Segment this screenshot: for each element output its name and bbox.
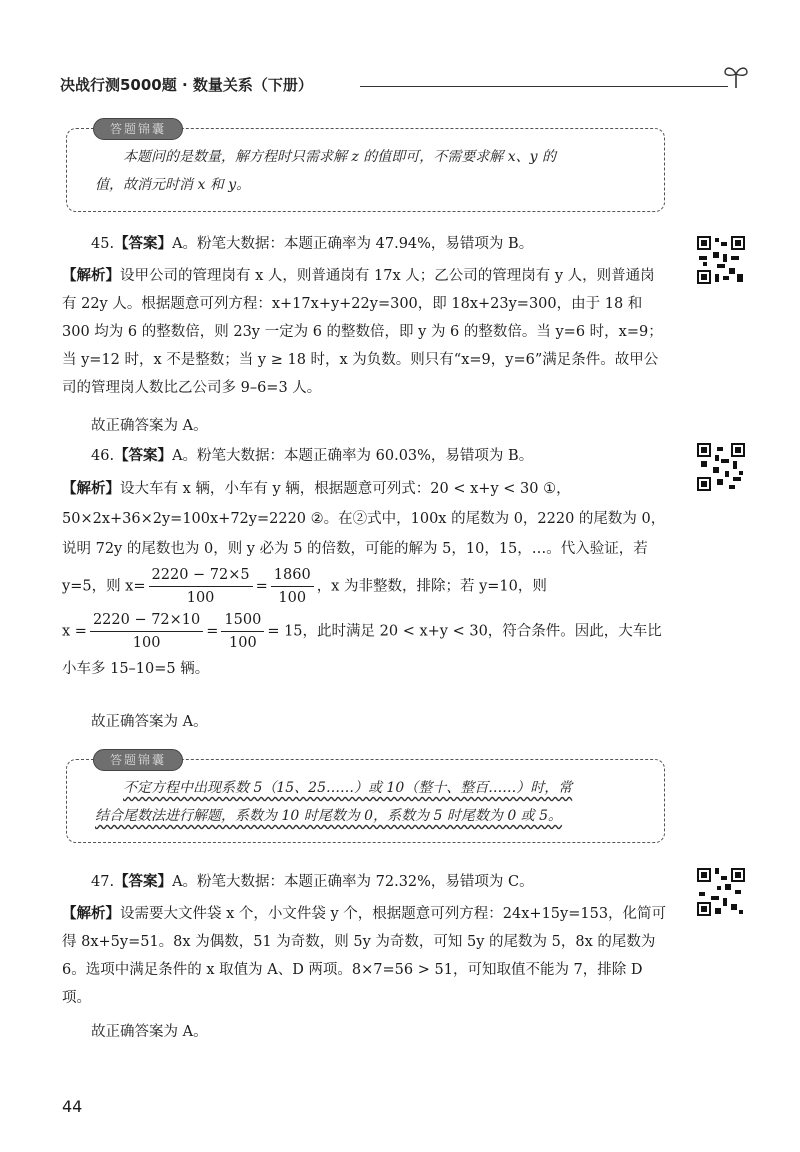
- tip-line: 值，故消元时消 x 和 y。: [95, 177, 251, 193]
- answer-text: A。粉笔大数据：本题正确率为 47.94%，易错项为 B。: [172, 236, 534, 252]
- q46-analysis: [62, 474, 668, 684]
- tip-box: [66, 122, 665, 212]
- tip-line: 本题问的是数量，解方程时只需求解 z 的值即可，不需要求解 x、y 的: [123, 149, 556, 165]
- sprout-icon: [722, 62, 750, 90]
- analysis-text: 设大车有 x 辆，小车有 y 辆，根据题意可列式：20 < x+y < 30 ①，50×2x+36×2y=100x+72y=2220 ②。在②式中，100x 的尾数为 0，2220 的尾数为 0，说明 72y 的尾数也为 0，则 y 必为 5 的倍数，可能的解为 5，10，15，…。代入验证，若 y=5，则 x=: [62, 481, 666, 595]
- qr-code-icon: [697, 236, 745, 284]
- qr-code-icon: [697, 868, 745, 916]
- equals-sign: =: [255, 578, 268, 595]
- q46-conclusion: 故正确答案为 A。: [91, 714, 208, 730]
- fraction-numerator: 1860: [271, 564, 314, 587]
- answer-tag: 【答案】: [114, 236, 173, 252]
- page-header: [60, 62, 750, 98]
- fraction: [90, 609, 203, 654]
- fraction: [271, 564, 314, 609]
- q47-conclusion: 故正确答案为 A。: [91, 1024, 208, 1040]
- fraction-numerator: 2220 − 72×10: [90, 609, 203, 632]
- q45-conclusion: 故正确答案为 A。: [91, 418, 208, 434]
- tip-text: [95, 143, 644, 199]
- fraction-denominator: 100: [132, 635, 161, 651]
- answer-tag: 【答案】: [114, 448, 173, 464]
- book-title: 决战行测5000题 · 数量关系（下册）: [60, 76, 313, 94]
- question-number: 45.: [91, 236, 115, 252]
- fraction: [221, 609, 264, 654]
- analysis-text: 设需要大文件袋 x 个，小文件袋 y 个，根据题意可列方程：24x+15y=153，化简可得 8x+5y=51。8x 为偶数，51 为奇数，则 5y 为奇数，可知 5y 的尾数为 5，8x 的尾数为 6。选项中满足条件的 x 取值为 A、D 两项。8×7=56 > 51，可知取值不能为 7，排除 D 项。: [62, 906, 667, 1006]
- q46-answer: [62, 442, 668, 470]
- answer-text: A。粉笔大数据：本题正确率为 72.32%，易错项为 C。: [172, 874, 534, 890]
- answer-text: A。粉笔大数据：本题正确率为 60.03%，易错项为 B。: [172, 448, 534, 464]
- analysis-tag: 【解析】: [62, 268, 120, 284]
- analysis-tag: 【解析】: [62, 906, 120, 922]
- tip-text: [95, 774, 644, 830]
- question-number: 47.: [91, 874, 115, 890]
- analysis-text: = 15，此时满足 20 < x+y < 30，符合条件。因此，大车比小车多 15–10=5 辆。: [62, 623, 662, 677]
- q47-analysis: [62, 900, 668, 1012]
- page-number: 44: [62, 1097, 83, 1116]
- q45-analysis: [62, 262, 668, 402]
- equals-sign: =: [206, 623, 219, 640]
- tip-box: [66, 753, 665, 843]
- tip-label: 答题锦囊: [93, 118, 183, 140]
- analysis-text: 设甲公司的管理岗有 x 人，则普通岗有 17x 人；乙公司的管理岗有 y 人，则普通岗有 22y 人。根据题意可列方程：x+17x+y+22y=300，即 18x+23y=300，由于 18 和 300 均为 6 的整数倍，则 23y 一定为 6 的整数倍，即 y 为 6 的整数倍。当 y=6 时，x=9；当 y=12 时，x 不是整数；当 y ≥ 18 时，x 为负数。则只有“x=9，y=6”满足条件。故甲公司的管理岗人数比乙公司多 9–6=3 人。: [62, 268, 663, 396]
- analysis-text: ，x 为非整数，排除；若 y=10，则: [316, 578, 547, 595]
- fraction-numerator: 1500: [221, 609, 264, 632]
- question-number: 46.: [91, 448, 115, 464]
- q47-answer: [62, 868, 668, 896]
- fraction-denominator: 100: [229, 635, 257, 651]
- tip-label: 答题锦囊: [93, 749, 183, 771]
- qr-code-icon: [697, 443, 745, 491]
- fraction: [149, 564, 253, 609]
- analysis-tag: 【解析】: [62, 481, 120, 497]
- fraction-denominator: 100: [186, 590, 215, 606]
- tip-line-text: 不定方程中出现系数 5（15、25……）或 10（整十、整百……）时，常: [123, 780, 573, 796]
- q45-answer: [62, 230, 668, 258]
- header-rule: [360, 86, 728, 87]
- tip-line: [95, 774, 644, 802]
- tip-line-text: 结合尾数法进行解题，系数为 10 时尾数为 0，系数为 5 时尾数为 0 或 5。: [95, 808, 563, 824]
- tip-line: [95, 802, 644, 830]
- fraction-denominator: 100: [278, 590, 307, 606]
- equation-lhs: x =: [62, 623, 87, 640]
- answer-tag: 【答案】: [114, 874, 173, 890]
- fraction-numerator: 2220 − 72×5: [149, 564, 253, 587]
